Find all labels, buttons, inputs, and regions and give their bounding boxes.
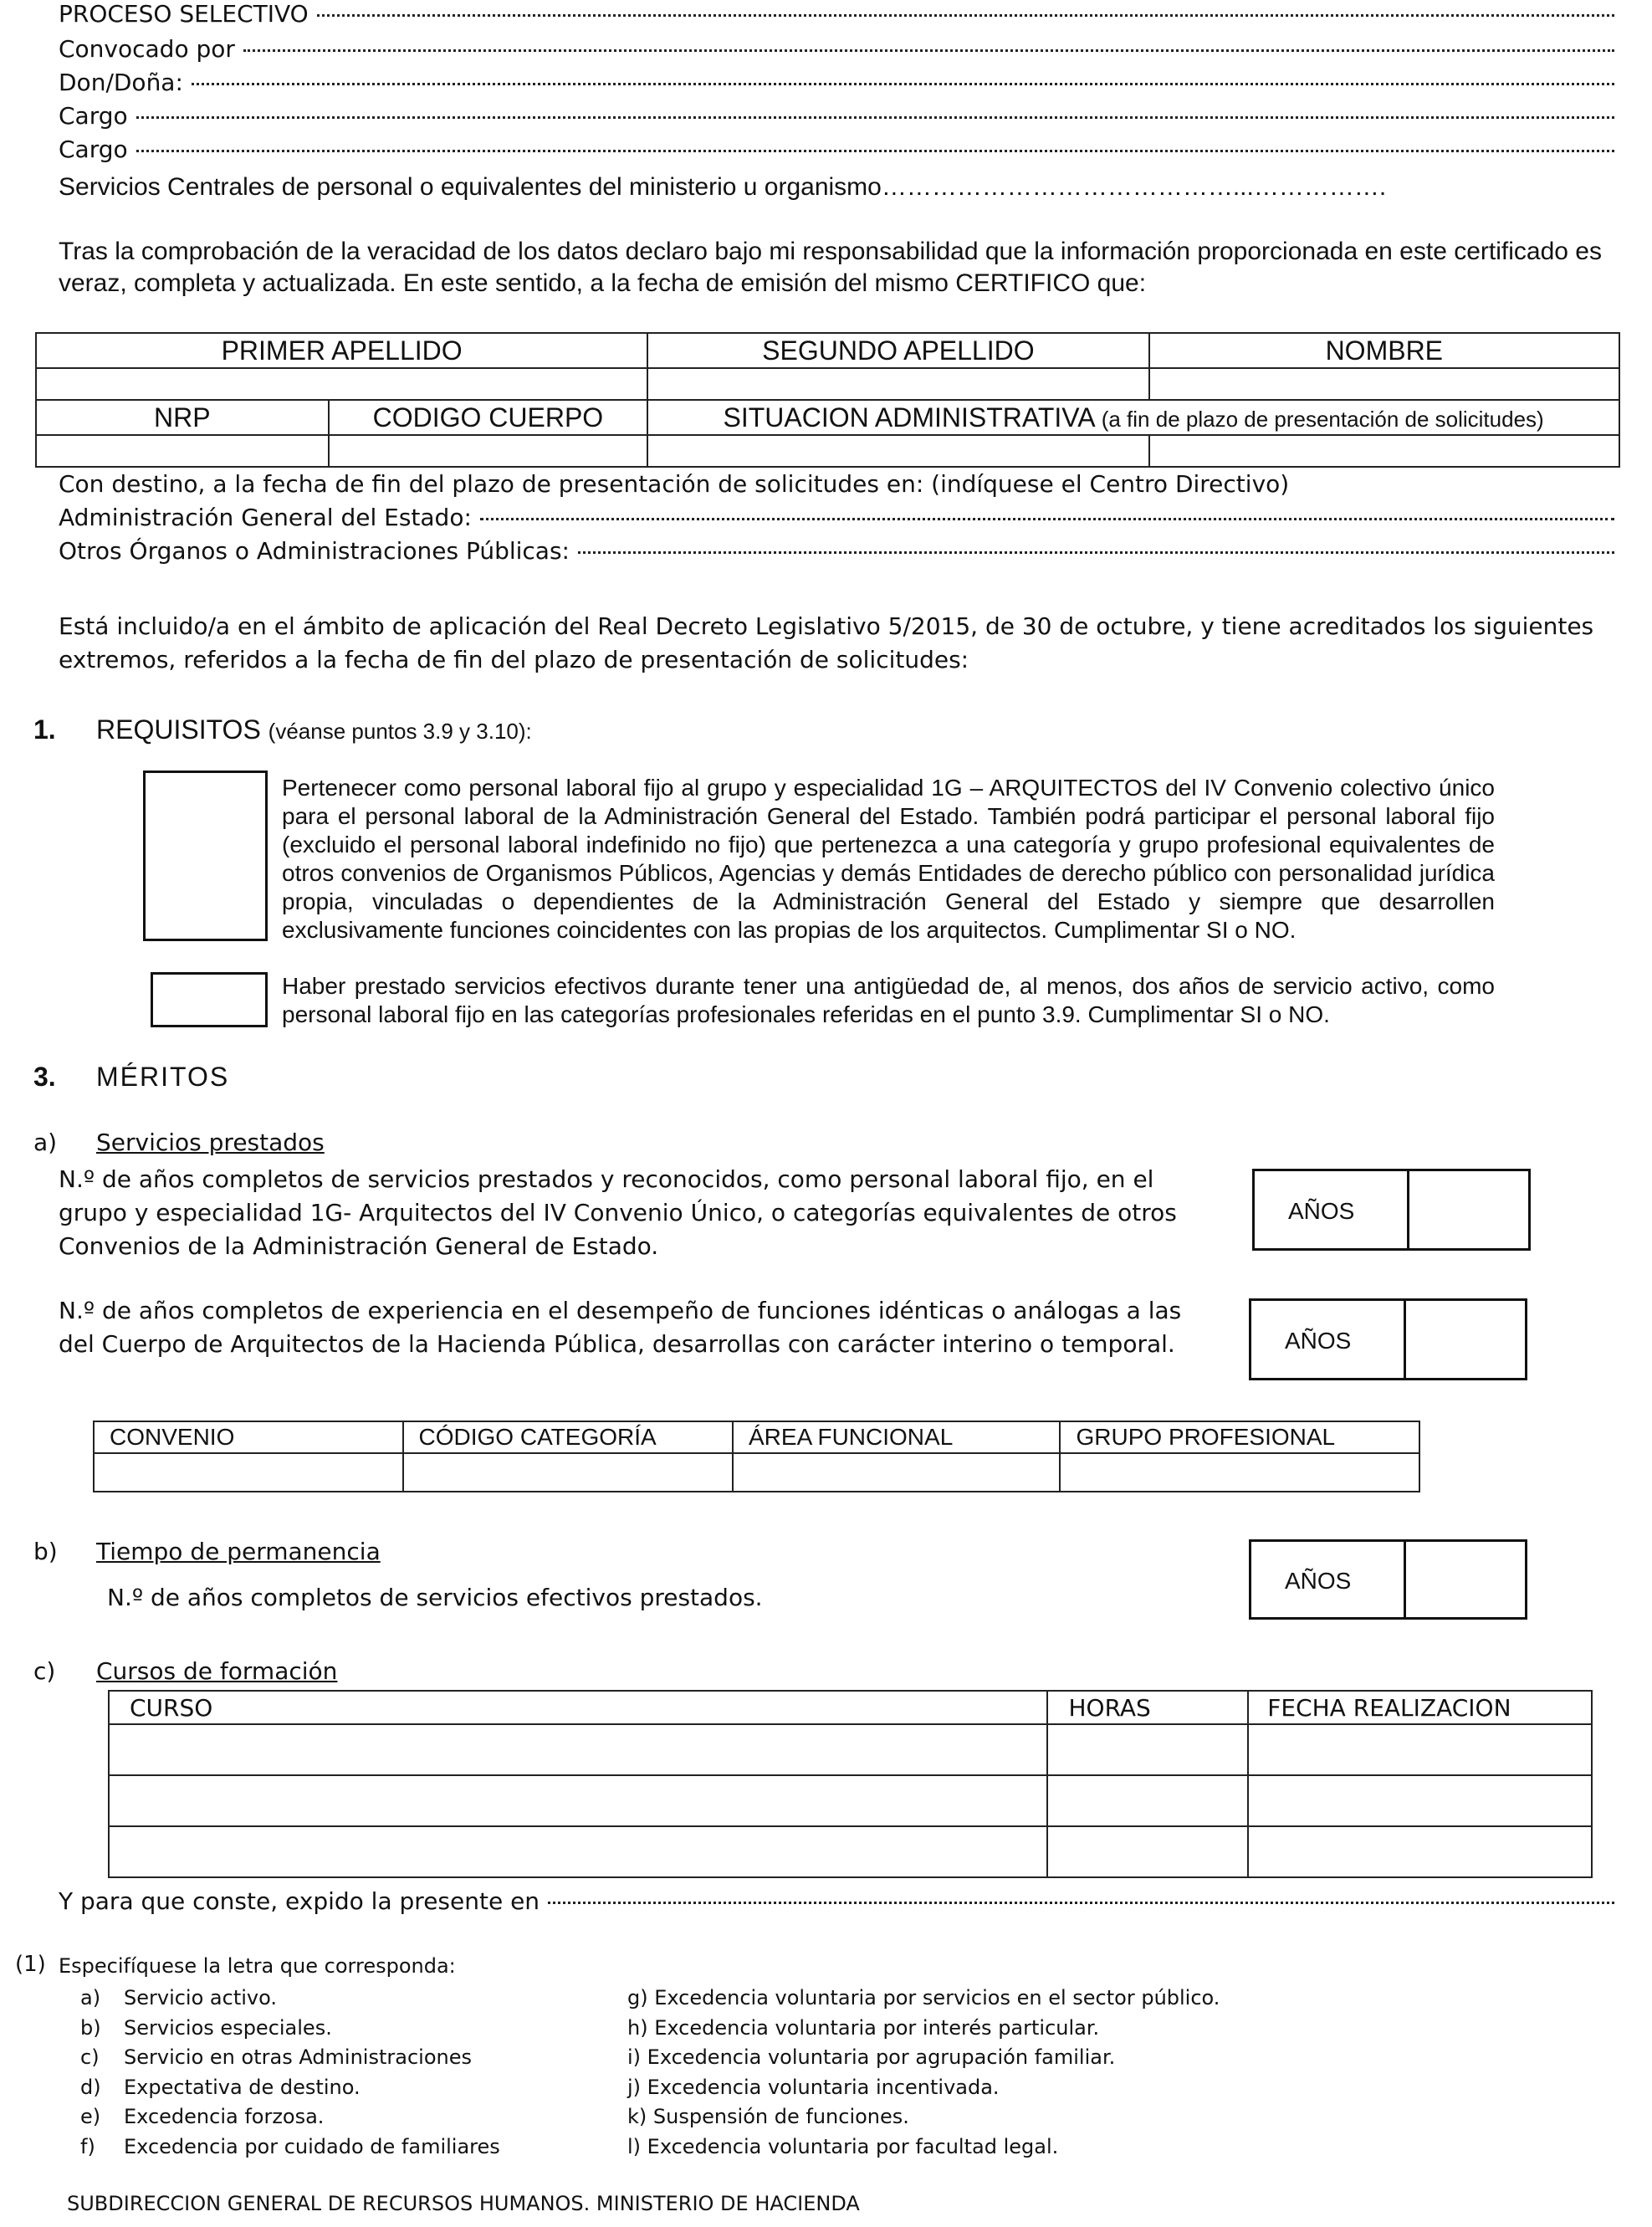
declaration-text: Tras la comprobación de la veracidad de los datos declaro bajo mi responsabilidad que la información proporcionada en este certificado es veraz, completa y actualizada. En este sentido, a la fecha de emisión del mismo CERTIFICO que: [59,238,1602,297]
cell-segundo-apellido[interactable] [647,368,1148,400]
destino-intro: Con destino, a la fecha de fin del plazo de presentación de solicitudes en: (indíquese el Centro Directivo) [59,470,1290,498]
header-curso: CURSO [109,1691,1047,1724]
situacion-note: (a fin de plazo de presentación de solicitudes) [1101,406,1544,432]
cell-situacion-2[interactable] [1149,435,1619,467]
header-nombre: NOMBRE [1149,333,1619,368]
b-title: Tiempo de permanencia [96,1538,381,1565]
section1-title: REQUISITOS [96,714,261,745]
footnote-text: Servicio activo. [124,1986,277,2009]
dotted-fill [243,49,1614,52]
req1-text: Pertenecer como personal laboral fijo al grupo y especialidad 1G – ARQUITECTOS del IV Convenio colectivo único para el personal laboral de la Administración General del Estado. También podrá participar el personal laboral fijo (excluido el personal laboral indefinido no fijo) que pertenezca a una categoría y grupo profesional equivalentes de otros convenios de Organismos Públicos, Agencias y demás Entidades de derecho público con personalidad jurídica propia, vinculadas o dependientes de la Administración General del Estado y siempre que desarrollen exclusivamente funciones coincidentes con las propias de los arquitectos. Cumplimentar SI o NO. [282,775,1495,943]
footnote-letter: f) [80,2134,95,2158]
section3-title: MÉRITOS [96,1062,230,1092]
section3-number: 3. [33,1062,56,1092]
footnote-item [80,2132,500,2163]
field-proceso-selectivo[interactable] [59,0,1614,33]
footnote-item: j) Excedencia voluntaria incentivada. [627,2075,1000,2099]
field-label: Cargo [59,102,128,130]
situacion-label: SITUACION ADMINISTRATIVA [723,402,1094,433]
footnote-intro: Especifíquese la letra que corresponda: [59,1954,456,1978]
footnote-item: h) Excedencia voluntaria por interés particular. [627,2015,1100,2040]
footnote-number: (1) [15,1952,46,1977]
req1-checkbox[interactable] [143,770,268,941]
convenio-table [93,1421,1420,1492]
dotted-fill [136,150,1614,152]
footnote-item [80,1984,500,2014]
cell-codigo-categoria[interactable] [403,1453,733,1492]
field-cargo-1[interactable] [59,102,1614,136]
field-conste[interactable] [59,1887,1614,1921]
footnote-item: i) Excedencia voluntaria por agrupación familiar. [627,2045,1116,2069]
cell-horas-3[interactable] [1047,1826,1248,1877]
footnote-right-list [627,1984,1220,2162]
field-label: Otros Órganos o Administraciones Públicas: [59,537,570,565]
cell-horas-1[interactable] [1047,1724,1248,1775]
b-letter: b) [33,1538,58,1565]
header-codigo-cuerpo: CODIGO CUERPO [329,400,648,435]
cell-fecha-1[interactable] [1248,1724,1592,1775]
dotted-fill [548,1902,1614,1904]
field-don-dona[interactable] [59,69,1614,102]
req2-text: Haber prestado servicios efectivos durante tener una antigüedad de, al menos, dos años de servicio activo, como personal laboral fijo en las categorías profesionales referidas en el punto 3.9. Cumplimentar SI o NO. [282,973,1495,1027]
anos-label: AÑOS [1285,1328,1352,1354]
cell-curso-3[interactable] [109,1826,1047,1877]
section1-note: (véanse puntos 3.9 y 3.10): [268,719,532,744]
header-convenio: CONVENIO [94,1421,403,1453]
field-label: Convocado por [59,35,235,63]
footnote-item: k) Suspensión de funciones. [627,2105,909,2128]
cell-situacion-1[interactable] [647,435,1148,467]
footnote-left-list [80,1984,500,2162]
servicios-centrales-line: Servicios Centrales de personal o equivalentes del ministerio u organismo……………………………………...……………. [59,173,1387,201]
footnote-item [80,2102,500,2132]
a-letter: a) [33,1129,58,1156]
c-letter: c) [33,1657,56,1685]
cell-primer-apellido[interactable] [36,368,647,400]
header-fecha-realizacion: FECHA REALIZACION [1248,1691,1592,1724]
anos-box-1 [1252,1169,1531,1251]
field-cargo-2[interactable] [59,136,1614,169]
c-title: Cursos de formación [96,1657,338,1685]
cell-curso-1[interactable] [109,1724,1047,1775]
cell-nombre[interactable] [1149,368,1619,400]
dotted-fill [480,518,1614,520]
a-text1: N.º de años completos de servicios prestados y reconocidos, como personal laboral fijo, en el grupo y especialidad 1G- Arquitectos del IV Convenio Único, o categorías equivalentes de otros Convenios de la Administración General de Estado. [59,1165,1177,1260]
personal-data-table [35,332,1620,468]
cell-curso-2[interactable] [109,1775,1047,1826]
footnote-letter: c) [80,2045,100,2069]
anos-label: AÑOS [1288,1198,1355,1224]
header-primer-apellido: PRIMER APELLIDO [36,333,647,368]
cell-codigo-cuerpo[interactable] [329,435,648,467]
a-title: Servicios prestados [96,1129,325,1156]
anos-input-2[interactable] [1404,1301,1527,1378]
cell-area-funcional[interactable] [733,1453,1060,1492]
header-situacion-administrativa [647,400,1619,435]
header-codigo-categoria: CÓDIGO CATEGORÍA [403,1421,733,1453]
ambito-text: Está incluido/a en el ámbito de aplicación del Real Decreto Legislativo 5/2015, de 30 de octubre, y tiene acreditados los siguientes extremos, referidos a la fecha de fin del plazo de presentación de solicitudes: [59,612,1594,673]
footnote-letter: e) [80,2105,101,2128]
cell-grupo-profesional[interactable] [1060,1453,1419,1492]
field-label: PROCESO SELECTIVO [59,0,309,28]
anos-label: AÑOS [1285,1568,1352,1594]
anos-box-3 [1249,1539,1527,1620]
dotted-fill [578,551,1614,554]
field-label: Y para que conste, expido la presente en [59,1887,540,1915]
footnote-letter: d) [80,2075,101,2099]
cell-convenio[interactable] [94,1453,403,1492]
anos-input-3[interactable] [1404,1542,1527,1617]
header-area-funcional: ÁREA FUNCIONAL [733,1421,1060,1453]
dotted-fill [136,116,1614,119]
cursos-table [108,1690,1593,1878]
header-segundo-apellido: SEGUNDO APELLIDO [647,333,1148,368]
footnote-letter: a) [80,1986,101,2009]
field-otros-organos[interactable] [59,537,1614,571]
footnote-item [80,2043,500,2073]
footnote-text: Expectativa de destino. [124,2075,361,2099]
footnote-item [80,2073,500,2103]
section1-number: 1. [33,714,56,745]
req2-checkbox[interactable] [151,972,268,1027]
cell-fecha-2[interactable] [1248,1775,1592,1826]
a-text2: N.º de años completos de experiencia en el desempeño de funciones idénticas o análogas a las del Cuerpo de Arquitectos de la Hacienda Pública, desarrollas con carácter interino o temporal. [59,1297,1182,1358]
dotted-fill [317,14,1614,17]
footnote-item: l) Excedencia voluntaria por facultad legal. [627,2134,1059,2158]
cell-horas-2[interactable] [1047,1775,1248,1826]
field-label: Cargo [59,136,128,163]
cell-fecha-3[interactable] [1248,1826,1592,1877]
footnote-item [80,2014,500,2044]
header-grupo-profesional: GRUPO PROFESIONAL [1060,1421,1419,1453]
cell-nrp[interactable] [36,435,329,467]
field-age[interactable] [59,504,1614,537]
field-label: Don/Doña: [59,69,183,96]
footnote-text: Excedencia por cuidado de familiares [124,2134,500,2158]
page-footer: SUBDIRECCION GENERAL DE RECURSOS HUMANOS. MINISTERIO DE HACIENDA [67,2192,860,2215]
footnote-letter: b) [80,2015,101,2040]
dotted-fill [192,83,1614,85]
footnote-item: g) Excedencia voluntaria por servicios en el sector público. [627,1986,1220,2009]
field-label: Administración General del Estado: [59,504,472,531]
anos-box-2 [1249,1298,1527,1380]
field-convocado-por[interactable] [59,35,1614,69]
footnote-text: Excedencia forzosa. [124,2105,325,2128]
b-text: N.º de años completos de servicios efectivos prestados. [107,1584,763,1611]
anos-input-1[interactable] [1407,1171,1531,1248]
header-horas: HORAS [1047,1691,1248,1724]
footnote-text: Servicios especiales. [124,2015,332,2040]
footnote-text: Servicio en otras Administraciones [124,2045,472,2069]
header-nrp: NRP [36,400,329,435]
section1-heading [96,714,532,745]
